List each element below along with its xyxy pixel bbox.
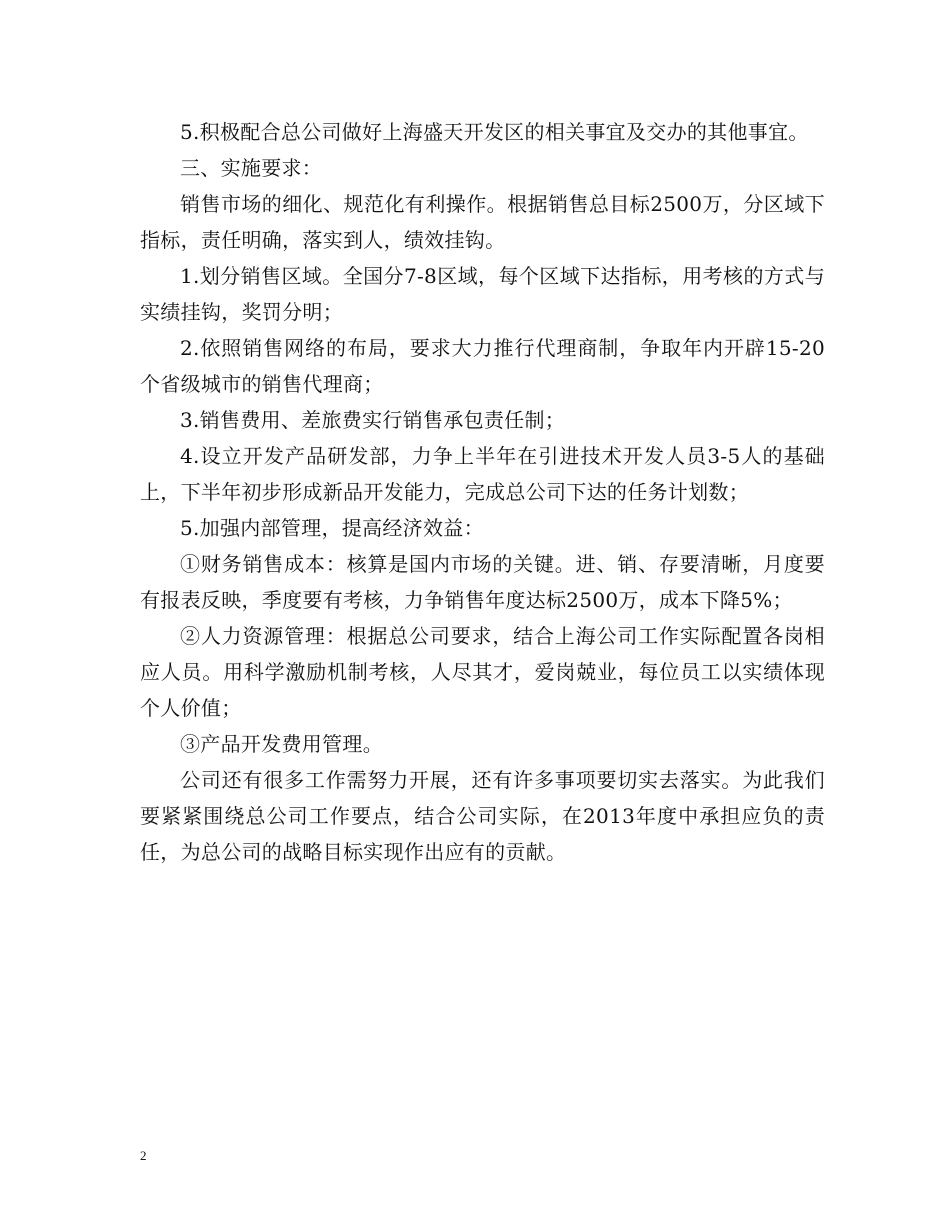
document-body [140,114,825,870]
paragraph-item-1-sales-regions: 1.划分销售区域。全国分7-8区域，每个区域下达指标，用考核的方式与实绩挂钩，奖罚分明； [140,264,825,324]
paragraph-item-5-cooperate: 5.积极配合总公司做好上海盛天开发区的相关事宜及交办的其他事宜。 [180,120,809,144]
paragraph-conclusion: 公司还有很多工作需努力开展，还有许多事项要切实去落实。为此我们要紧紧围绕总公司工作要点，结合公司实际，在2013年度中承担应负的责任，为总公司的战略目标实现作出应有的贡献。 [140,768,825,864]
page-number: 2 [140,1148,147,1163]
paragraph-item-2-agents: 2.依照销售网络的布局，要求大力推行代理商制，争取年内开辟15-20个省级城市的销售代理商； [140,336,825,396]
paragraph-item-5-management: 5.加强内部管理，提高经济效益： [180,516,484,540]
section-heading-implementation: 三、实施要求： [180,156,323,180]
paragraph-human-resources: ②人力资源管理：根据总公司要求，结合上海公司工作实际配置各岗相应人员。用科学激励机制考核，人尽其才，爱岗兢业，每位员工以实绩体现个人价值； [140,624,825,720]
paragraph-item-4-rnd: 4.设立开发产品研发部，力争上半年在引进技术开发人员3-5人的基础上，下半年初步形成新品开发能力，完成总公司下达的任务计划数； [140,444,825,504]
paragraph-item-3-expenses: 3.销售费用、差旅费实行销售承包责任制； [180,408,566,432]
paragraph-product-dev-cost: ③产品开发费用管理。 [180,732,383,756]
paragraph-sales-target: 销售市场的细化、规范化有利操作。根据销售总目标2500万，分区域下指标，责任明确，落实到人，绩效挂钩。 [140,192,825,252]
paragraph-finance-cost: ①财务销售成本：核算是国内市场的关键。进、销、存要清晰，月度要有报表反映，季度要有考核，力争销售年度达标2500万，成本下降5%； [140,552,825,612]
